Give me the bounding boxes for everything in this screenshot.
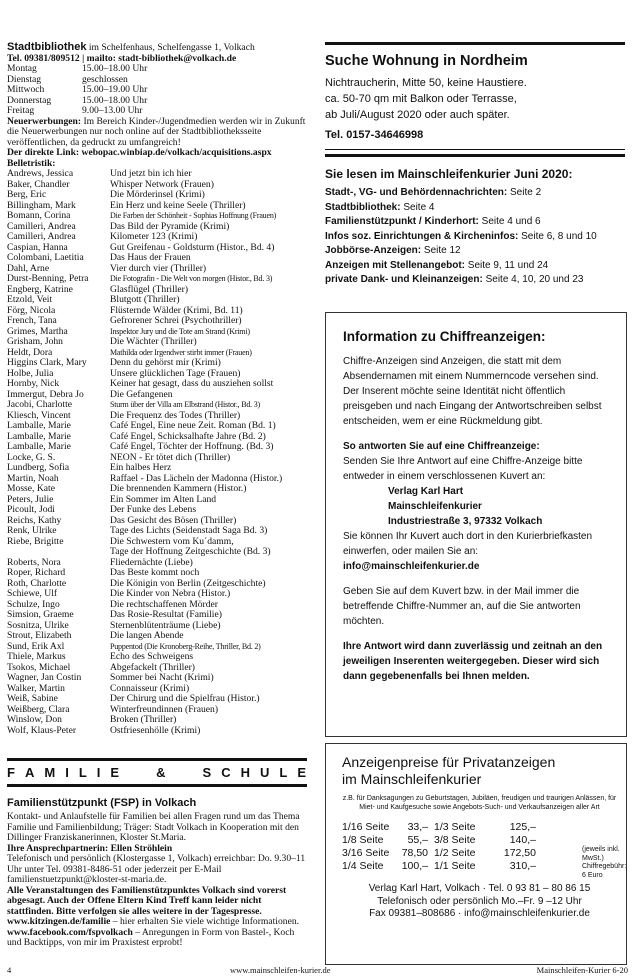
wohnung-rule-bottom	[325, 149, 625, 150]
hours-day: Dienstag	[7, 73, 42, 85]
book-title: Gut Greifenau - Goldsturm (Histor., Bd. 4)	[110, 242, 275, 253]
belletristik-label: Belletristik:	[7, 157, 56, 169]
book-author: Simsion, Graeme	[7, 610, 74, 620]
book-author: Locke, G. S.	[7, 452, 56, 463]
wohnung-title: Suche Wohnung in Nordheim	[325, 53, 528, 69]
ad-price: 140,–	[509, 834, 536, 846]
fsp-intro: Kontakt- und Anlaufstelle für Familien bei allen Fragen rund um das Thema Familie und Familienbildung; Träger: Stadt Volkach in Kooperation mit den Dillinger Franziskanerinnen, Kloster St.Maria.	[7, 811, 300, 843]
section-word: &	[156, 765, 167, 780]
book-author: Reichs, Kathy	[7, 515, 62, 526]
book-author: Hornby, Nick	[7, 379, 60, 389]
fsp-notice: Alle Veranstaltungen des Familienstützpunktes Volkach sind vorerst abgesagt. Auch der Offene Eltern Kind Treff kann leider nicht stattfinden. Bitte verfolgen sie alles weitere in der Tagespresse.	[7, 884, 287, 917]
book-title: Ein Herz und keine Seele (Thriller)	[110, 200, 246, 211]
fsp-web2-text: – Anregungen in Form von Bastel-, Koch und Backtipps, von mir im Praxistest erprobt!	[7, 926, 295, 948]
book-title: Die Farben der Schönheit - Sophias Hoffnung (Frauen)	[110, 211, 277, 220]
book-title: Ein halbes Herz	[110, 463, 172, 473]
opening-hours	[7, 64, 307, 117]
ad-price: 33,–	[407, 821, 428, 833]
book-title: Die Wächter (Thriller)	[110, 337, 197, 347]
book-author: Roper, Richard	[7, 568, 66, 578]
book-title: Winterfreundinnen (Frauen)	[110, 704, 219, 715]
book-author: Caspian, Hanna	[7, 242, 68, 253]
address-line2: Mainschleifenkurier	[388, 501, 482, 512]
library-contact: Tel. 09381/809512 | mailto: stadt-bibliothek@volkach.de	[7, 52, 237, 64]
section-letter: L	[279, 765, 289, 780]
book-title: Connaisseur (Krimi)	[110, 683, 190, 694]
section-letter: L	[78, 765, 88, 780]
neuerwerbungen-label: Neuerwerbungen:	[7, 115, 82, 127]
contact-line1: Verlag Karl Hart, Volkach · Tel. 0 93 81 – 80 86 15	[368, 883, 591, 894]
book-title: Tage des Lichts (Seidenstadt Saga Bd. 3)	[110, 526, 268, 536]
book-list	[7, 169, 307, 736]
right-column	[325, 42, 625, 288]
book-title: Die Mörderinsel (Krimi)	[110, 190, 205, 200]
chiffre-address	[343, 484, 613, 529]
toc-item	[325, 215, 625, 230]
book-title: Whisper Network (Frauen)	[110, 179, 214, 190]
ad-size: 1/8 Seite	[342, 834, 384, 846]
fsp-contact: Telefonisch und persönlich (Klostergasse 1, Volkach) erreichbar: Do. 9.30–11 Uhr unter Tel. 09381-8486-51 oder jederzeit per E-Mail familienstuetzpunkt@kloster-st-maria.de.	[7, 853, 306, 885]
book-author: Winslow, Don	[7, 715, 62, 725]
book-author: Weißberg, Clara	[7, 704, 70, 715]
book-title: NEON - Er tötet dich (Thriller)	[110, 452, 231, 463]
wohnung-rule	[325, 42, 625, 45]
ad-price: 100,–	[401, 860, 428, 872]
footer-url[interactable]: www.mainschleifen-kurier.de	[230, 965, 331, 975]
toc-label: private Dank- und Kleinanzeigen:	[325, 274, 483, 285]
book-author: Bomann, Corina	[7, 211, 71, 221]
hours-time: 15.00–18.00 Uhr	[82, 94, 148, 106]
ad-size: 3/16 Seite	[342, 847, 390, 859]
section-letter: M	[44, 765, 57, 780]
book-title: Das Bild der Pyramide (Krimi)	[110, 221, 230, 232]
section-word	[203, 765, 307, 780]
chiffre-title: Information zu Chiffreanzeigen:	[343, 329, 546, 344]
book-author: Jacobi, Charlotte	[7, 400, 73, 410]
book-title: Denn du gehörst mir (Krimi)	[110, 358, 221, 368]
ad-size: 1/2 Seite	[434, 847, 476, 859]
ad-price: 172,50	[503, 847, 536, 859]
wohnung-line3: ab Juli/August 2020 oder auch später.	[325, 109, 510, 121]
toc-item	[325, 259, 625, 274]
chiffre-p2: Senden Sie Ihre Antwort auf eine Chiffre-Anzeige bitte entweder in einem verschlossenen Kuvert an:	[343, 456, 583, 482]
book-author: Camilleri, Andrea	[7, 221, 76, 232]
familienstuetzpunkt-section	[7, 797, 307, 949]
toc-label: Stadtbibliothek:	[325, 201, 401, 213]
section-letter: A	[24, 765, 36, 780]
hours-time: 15.00–18.00 Uhr	[82, 63, 148, 74]
book-title: Die Fotografin - Die Welt von morgen (Histor., Bd. 3)	[110, 274, 273, 283]
book-title: Die Kinder von Nebra (Histor.)	[110, 589, 231, 599]
fsp-heading: Familienstützpunkt (FSP) in Volkach	[7, 797, 197, 809]
book-title: Unsere glücklichen Tage (Frauen)	[110, 368, 241, 379]
book-title: Café Engel, Eine neue Zeit. Roman (Bd. 1)	[110, 421, 276, 431]
book-author: Holbe, Julia	[7, 368, 54, 379]
book-title: Die brennenden Kammern (Histor.)	[110, 484, 247, 494]
section-rule-top	[7, 758, 307, 761]
neuerwerbungen-text: Im Bereich Kinder-/Jugendmedien werden wir in Zukunft die Neuerwerbungen nur noch online auf der Stadtbibliotheksseite veröffentlichen, da gedruckt zu umfangreich!	[7, 115, 306, 148]
book-title: Und jetzt bin ich hier	[110, 169, 192, 179]
section-letter: F	[7, 765, 16, 780]
footer-issue: Mainschleifen-Kurier 6-20	[536, 965, 628, 975]
stadtbibliothek-section	[7, 42, 307, 736]
book-title: Das Beste kommt noch	[110, 568, 200, 578]
ad-price: 125,–	[509, 821, 536, 833]
address-line1: Verlag Karl Hart	[388, 486, 464, 497]
book-author: Wolf, Klaus-Peter	[7, 725, 77, 736]
book-author: Thiele, Markus	[7, 652, 66, 662]
toc-pages: Seite 12	[421, 245, 461, 256]
book-author: Immergut, Debra Jo	[7, 389, 84, 400]
toc-pages: Seite 6, 8 und 10	[518, 230, 597, 242]
toc-item	[325, 230, 625, 245]
section-letter: E	[110, 765, 121, 780]
book-author: Lamballe, Marie	[7, 431, 71, 442]
book-author: Camilleri, Andrea	[7, 232, 76, 242]
toc-label: Infos soz. Einrichtungen & Kircheninfos:	[325, 230, 519, 242]
section-letter: S	[202, 765, 213, 780]
book-title: Keiner hat gesagt, dass du ausziehen sollst	[110, 379, 274, 389]
book-title: Gefrorener Schrei (Psychothriller)	[110, 316, 242, 326]
hours-day: Montag	[7, 63, 37, 74]
hours-day: Donnerstag	[7, 94, 52, 106]
book-author: Picoult, Jodi	[7, 505, 55, 515]
section-letter: I	[65, 765, 70, 780]
book-author: Andrews, Jessica	[7, 169, 74, 179]
book-title: Kilometer 123 (Krimi)	[110, 232, 198, 242]
book-title: Puppentod (Die Kronoberg-Reihe, Thriller, Bd. 2)	[110, 641, 261, 651]
book-author: Renk, Ulrike	[7, 526, 57, 536]
book-author: Durst-Benning, Petra	[7, 274, 89, 284]
section-letter: E	[297, 765, 307, 780]
toc-label: Jobbörse-Anzeigen:	[325, 245, 422, 256]
wohnung-phone: Tel. 0157-34646998	[325, 129, 424, 141]
book-author: Colombani, Laetitia	[7, 253, 84, 263]
acquisitions-link[interactable]: Der direkte Link: webopac.winbiap.de/volkach/acquisitions.aspx	[7, 147, 272, 158]
section-letter: I	[96, 765, 102, 780]
book-author: Berg, Eric	[7, 190, 47, 200]
chiffre-p2-heading: So antworten Sie auf eine Chiffreanzeige:	[343, 441, 540, 452]
book-author: Etzold, Veit	[7, 295, 53, 305]
book-title: Ein Sommer im Alten Land	[110, 494, 217, 505]
book-author: Kliesch, Vincent	[7, 410, 71, 421]
book-title: Das Rosie-Resultat (Familie)	[110, 610, 222, 620]
toc-item	[325, 244, 625, 259]
chiffre-p3: Sie können Ihr Kuvert auch dort in den Kurierbriefkasten einwerfen, oder mailen Sie an:	[343, 531, 593, 557]
book-title: Glasflügel (Thriller)	[110, 284, 189, 295]
toc-title: Sie lesen im Mainschleifenkurier Juni 2020:	[325, 167, 573, 181]
book-title: Der Chirurg und die Spielfrau (Histor.)	[110, 694, 260, 704]
library-address: im Schelfenhaus, Schelfengasse 1, Volkach	[86, 42, 255, 53]
book-title: Ostfriesenhölle (Krimi)	[110, 725, 201, 736]
ad-size: 3/8 Seite	[434, 834, 476, 846]
book-title: Café Engel, Schicksalhafte Jahre (Bd. 2)	[110, 431, 266, 442]
book-author: Lamballe, Marie	[7, 421, 71, 431]
book-author: Sund, Erik Axl	[7, 641, 65, 652]
ad-price: 310,–	[509, 860, 536, 872]
anzeigen-contact	[342, 883, 617, 921]
book-title: Fliedernächte (Liebe)	[110, 557, 193, 568]
book-title: Vier durch vier (Thriller)	[110, 263, 207, 274]
section-letter: U	[259, 765, 271, 780]
ad-size: 1/3 Seite	[434, 821, 476, 833]
book-title: Café Engel, Töchter der Hoffnung. (Bd. 3)	[110, 442, 274, 452]
ad-size: 1/16 Seite	[342, 821, 390, 833]
book-author: Roth, Charlotte	[7, 578, 67, 589]
book-title: Die Frequenz des Todes (Thriller)	[110, 410, 241, 421]
book-author: Billingham, Mark	[7, 200, 76, 211]
book-author: Walker, Martin	[7, 683, 65, 694]
book-title: Das Gesicht des Bösen (Thriller)	[110, 515, 237, 526]
kitzingen-link[interactable]: www.kitzingen.de/familie	[7, 916, 111, 927]
section-word	[7, 765, 120, 780]
book-author: Martin, Noah	[7, 473, 59, 484]
book-author: Wagner, Jan Costin	[7, 673, 82, 683]
book-title: Sternenblütenträume (Liebe)	[110, 620, 221, 631]
ad-size: 1/4 Seite	[342, 860, 384, 872]
fsp-web1-text: – hier erhalten Sie viele wichtige Informationen.	[110, 916, 300, 927]
book-title: Die Königin von Berlin (Zeitgeschichte)	[110, 578, 266, 589]
toc-rule	[325, 154, 625, 157]
book-author	[7, 547, 106, 558]
toc-pages: Seite 2	[507, 187, 542, 198]
book-title: Tage der Hoffnung Zeitgeschichte (Bd. 3)	[110, 547, 271, 557]
book-author: Lamballe, Marie	[7, 442, 71, 452]
facebook-link[interactable]: www.facebook.com/fspvolkach	[7, 926, 133, 938]
hours-day: Freitag	[7, 105, 35, 116]
book-title: Blutgott (Thriller)	[110, 295, 180, 305]
library-title: Stadtbibliothek	[7, 41, 87, 53]
chiffre-p1: Chiffre-Anzeigen sind Anzeigen, die statt mit dem Absendernamen mit einem Nummerncode versehen sind. Der Inserent möchte seine Identität nicht öffentlich preisgeben und nach Eingang der Antwortschreiben selbst entscheiden, wem er eine Rückmeldung gibt.	[343, 356, 602, 427]
contact-line2: Telefonisch oder persönlich Mo.–Fr. 9 –12 Uhr	[377, 895, 582, 907]
anzeigen-title2: im Mainschleifenkurier	[342, 771, 482, 787]
chiffre-p5: Ihre Antwort wird dann zuverlässig und zeitnah an den jeweiligen Inserenten weitergegeben. Dieser wird sich dann gegebenenfalls bei Ihnen melden.	[343, 641, 603, 682]
book-author: Grimes, Martha	[7, 326, 68, 337]
section-letter: C	[221, 765, 232, 780]
book-author: Strout, Elizabeth	[7, 631, 72, 641]
address-line3: Industriestraße 3, 97332 Volkach	[388, 516, 543, 527]
book-author: Lundberg, Sofia	[7, 463, 70, 473]
book-author: Roberts, Nora	[7, 557, 61, 568]
toc-item	[325, 273, 625, 288]
chiffre-info-box	[325, 312, 627, 737]
hours-time: 9.00–13.00 Uhr	[82, 105, 143, 116]
book-title: Inspektor Jury und die Tote am Strand (Krimi)	[110, 326, 250, 336]
anzeigenpreise-box	[325, 743, 627, 965]
ad-price: 78,50	[401, 847, 428, 859]
toc-item	[325, 201, 625, 216]
book-title: Das Haus der Frauen	[110, 253, 191, 263]
book-title: Echo des Schweigens	[110, 652, 194, 662]
fsp-web2	[7, 928, 307, 949]
book-author: French, Tana	[7, 316, 57, 326]
book-author: Riebe, Brigitte	[7, 536, 64, 547]
book-title: Sommer bei Nacht (Krimi)	[110, 673, 214, 683]
book-title: Die langen Abende	[110, 631, 184, 641]
book-author: Heldt, Dora	[7, 347, 53, 358]
price-spacer	[542, 821, 602, 834]
book-title: Broken (Thriller)	[110, 715, 177, 725]
toc-item	[325, 186, 625, 201]
book-author: Weiß, Sabine	[7, 694, 58, 704]
fsp-partner: Ihre Ansprechpartnerin: Ellen Ströhlein	[7, 842, 173, 854]
book-author: Sosnitza, Ulrike	[7, 620, 69, 631]
ad-size: 1/1 Seite	[434, 860, 476, 872]
section-letter: H	[240, 765, 251, 780]
book-title: Abgefackelt (Thriller)	[110, 662, 195, 673]
book-author: Baker, Chandler	[7, 179, 70, 190]
hours-time: geschlossen	[82, 73, 128, 85]
book-title: Die Gefangenen	[110, 389, 173, 400]
hours-time: 15.00–19.00 Uhr	[82, 84, 148, 95]
book-author: Higgins Clark, Mary	[7, 358, 87, 368]
chiffre-p4: Geben Sie auf dem Kuvert bzw. in der Mail immer die betreffende Chiffre-Nummer an, auf die Sie antworten möchten.	[343, 586, 581, 627]
book-title: Raffael - Das Lächeln der Madonna (Histor.)	[110, 473, 283, 484]
chiffre-email[interactable]: info@mainschleifenkurier.de	[343, 561, 480, 572]
toc-label: Anzeigen mit Stellenangebot:	[325, 259, 466, 271]
toc-label: Stadt-, VG- und Behördennachrichten:	[325, 187, 508, 198]
hours-day: Mittwoch	[7, 84, 45, 95]
toc-pages: Seite 9, 11 und 24	[465, 259, 549, 271]
anzeigen-title1: Anzeigenpreise für Privatanzeigen	[342, 754, 556, 770]
anzeigen-note: z.B. für Danksagungen zu Geburtstagen, Jubiläen, freudigen und traurigen Anlässen, für Miet- und Kaufgesuche sowie Angebots-Such- und Verkaufsanzeigen aller Art	[342, 795, 617, 811]
book-author: Dahl, Arne	[7, 263, 50, 274]
book-author: Tsokos, Michael	[7, 662, 71, 673]
ad-price: 55,–	[407, 834, 428, 846]
book-title: Sturm über der Villa am Elbstrand (Histor., Bd. 3)	[110, 400, 261, 409]
page-number: 4	[7, 965, 12, 975]
book-title: Die rechtschaffenen Mörder	[110, 599, 218, 610]
wohnung-line2: ca. 50-70 qm mit Balkon oder Terrasse,	[325, 93, 517, 105]
toc-pages: Seite 4	[400, 201, 435, 213]
library-heading	[7, 42, 307, 54]
book-title: Die Schwestern vom Ku´damm,	[110, 536, 234, 547]
contact-line3: Fax 09381–808686 · info@mainschleifenkurier.de	[369, 908, 590, 919]
book-author: Förg, Nicola	[7, 305, 56, 316]
toc-label: Familienstützpunkt / Kinderhort:	[325, 216, 479, 227]
neuerwerbungen-note	[7, 117, 307, 149]
book-title: Der Funke des Lebens	[110, 505, 197, 515]
book-author: Mosse, Kate	[7, 484, 55, 494]
toc-list	[325, 186, 625, 288]
book-author: Schiewe, Ulf	[7, 589, 58, 599]
book-author: Grisham, John	[7, 337, 63, 347]
book-author: Peters, Julie	[7, 494, 54, 505]
book-title: Flüsternde Wälder (Krimi, Bd. 11)	[110, 305, 243, 316]
book-author: Schulze, Ingo	[7, 599, 60, 610]
tax-note: (jeweils inkl. MwSt.) Chiffregebühr: 6 Euro	[582, 846, 627, 879]
price-table	[342, 821, 617, 873]
book-author: Engberg, Katrine	[7, 284, 73, 295]
familie-schule-header	[7, 765, 307, 780]
wohnung-line1: Nichtraucherin, Mitte 50, keine Haustiere.	[325, 77, 527, 89]
toc-pages: Seite 4, 10, 20 und 23	[482, 274, 584, 285]
toc-pages: Seite 4 und 6	[478, 216, 541, 227]
book-title: Mathilda oder Irgendwer stirbt immer (Frauen)	[110, 347, 252, 357]
section-rule-bottom	[7, 784, 307, 787]
